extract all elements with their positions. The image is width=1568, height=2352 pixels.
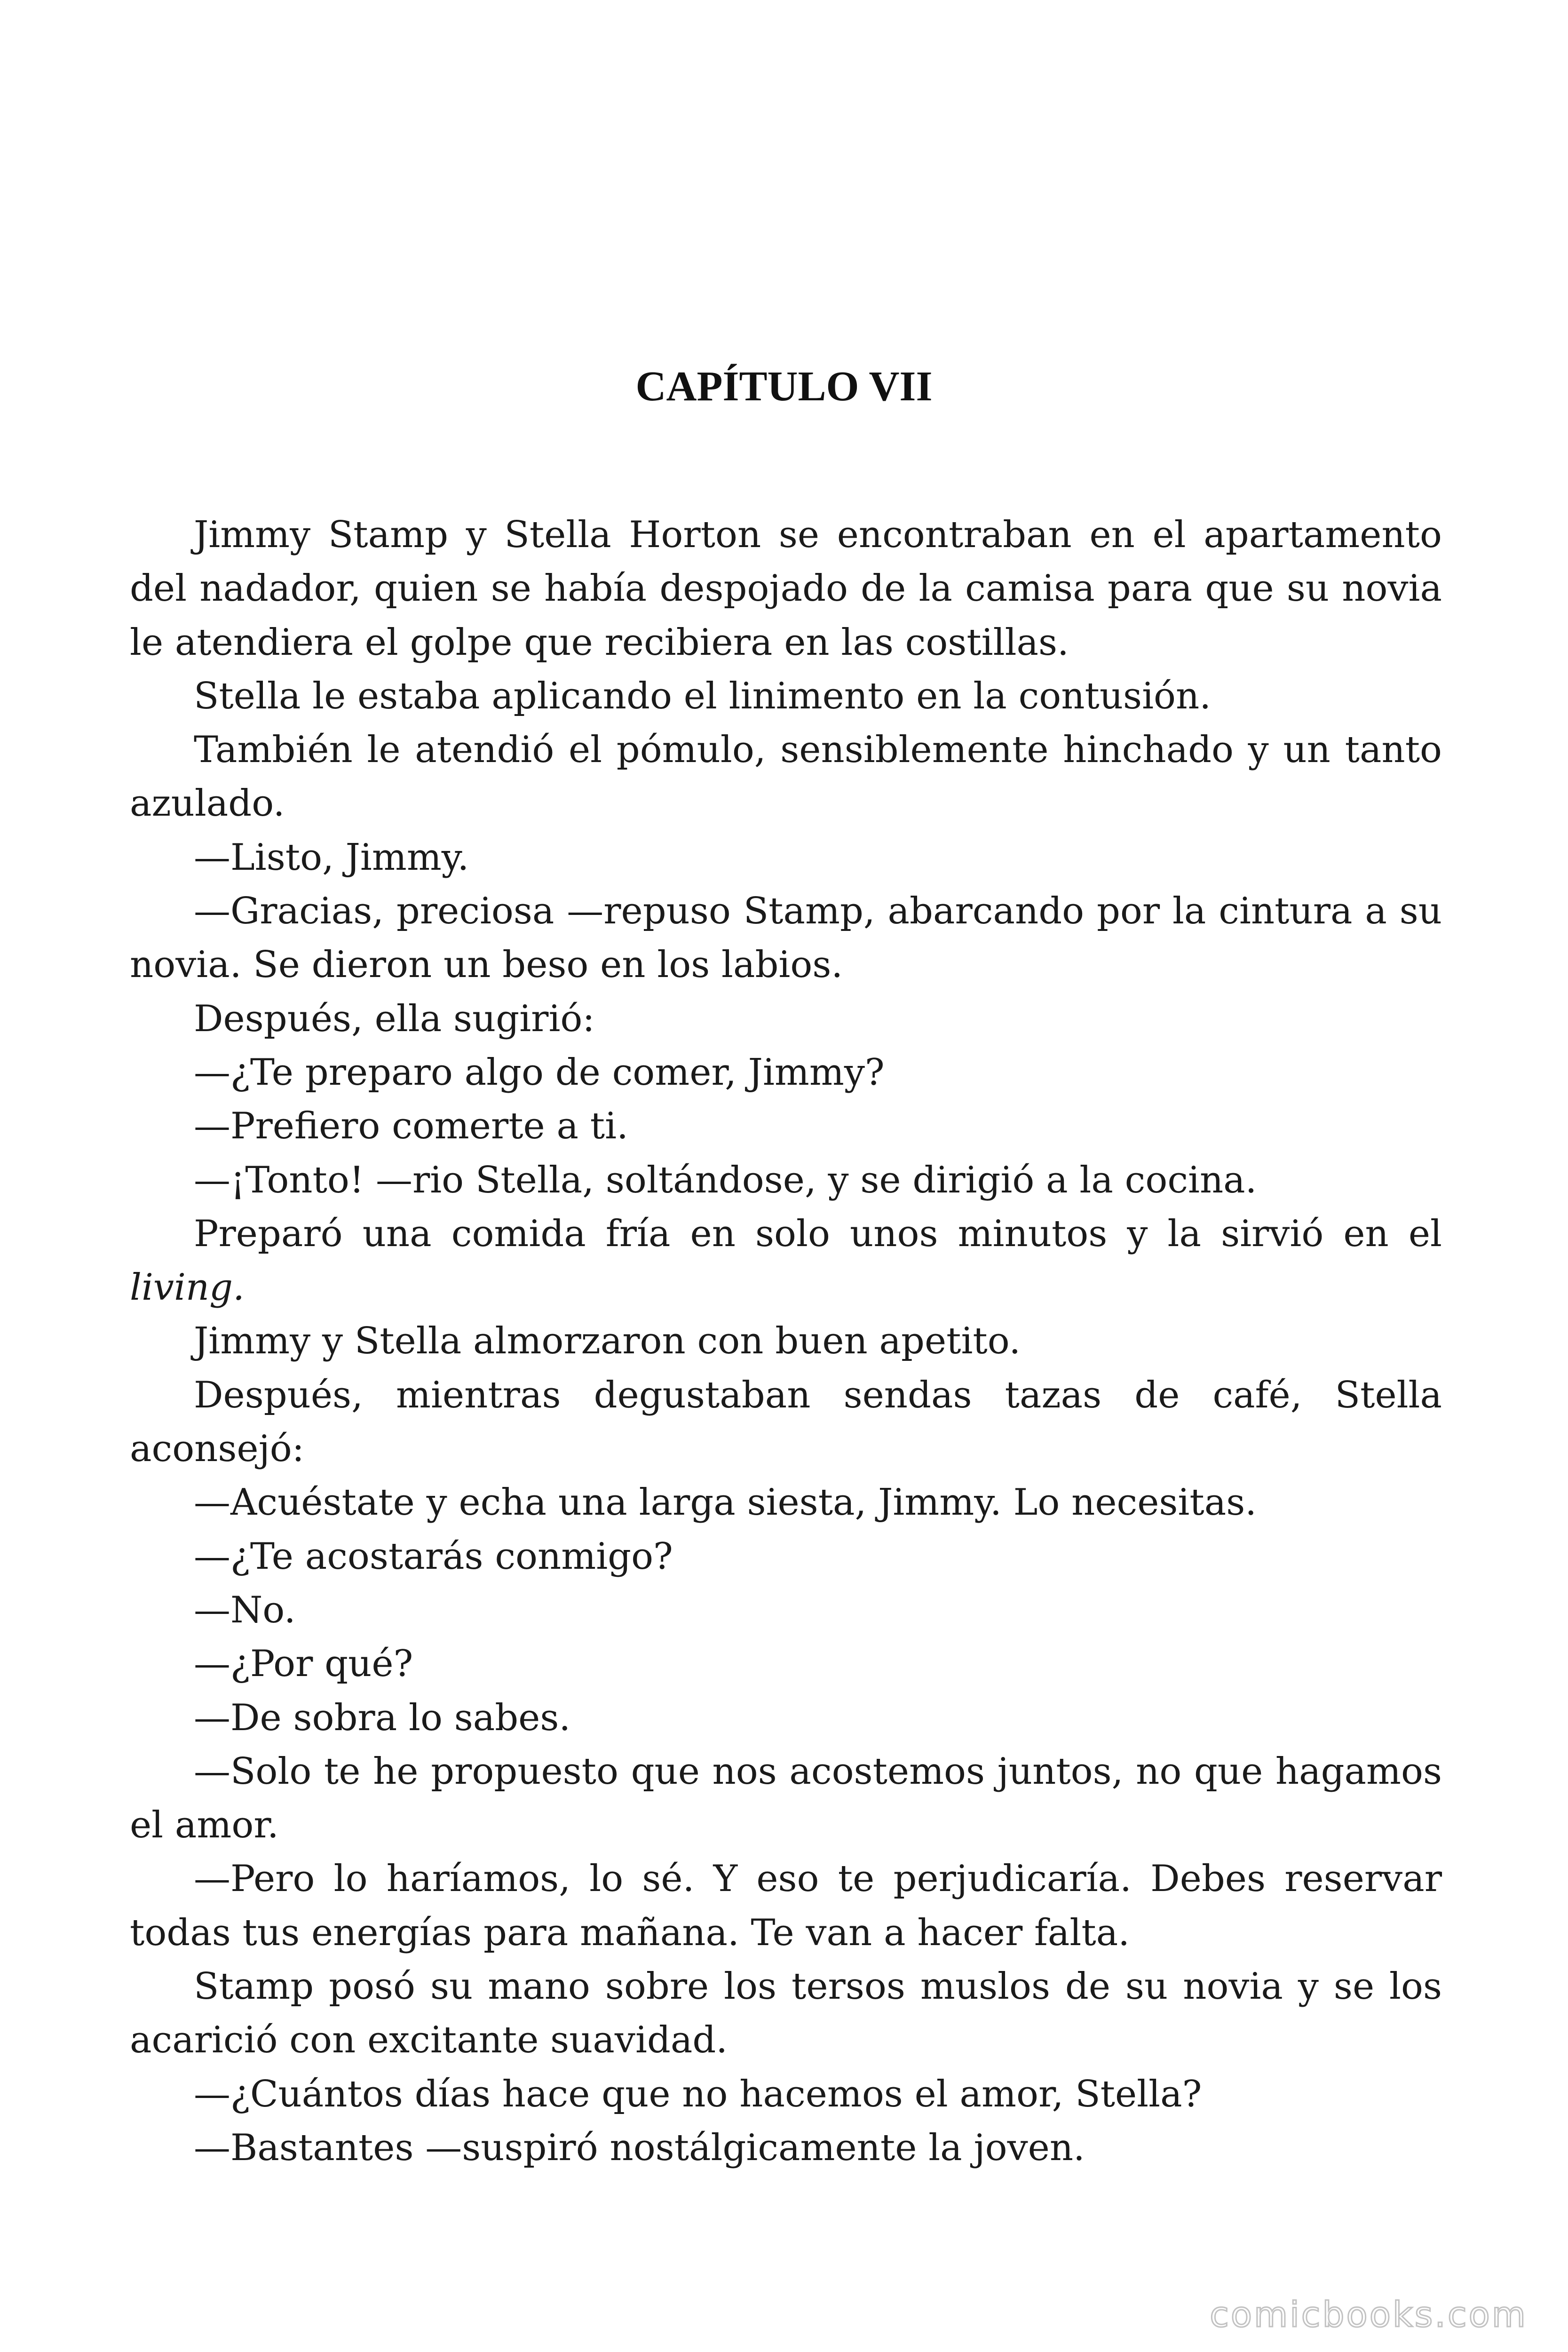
paragraph: —¿Cuántos días hace que no hacemos el amor, Stella? (194, 2073, 1202, 2115)
paragraph: —¿Por qué? (194, 1643, 413, 1685)
paragraph: —Bastantes —suspiró nostálgicamente la joven. (194, 2126, 1085, 2169)
paragraph-with-italic (130, 1207, 1442, 1315)
paragraph: —¡Tonto! —rio Stella, soltándose, y se dirigió a la cocina. (194, 1159, 1257, 1201)
paragraph: —Acuéstate y echa una larga siesta, Jimmy. Lo necesitas. (194, 1481, 1257, 1524)
paragraph: Después, mientras degustaban sendas tazas de café, Stella aconsejó: (130, 1374, 1442, 1470)
paragraph: —¿Te acostarás conmigo? (194, 1535, 673, 1578)
paragraph: También le atendió el pómulo, sensiblemente hinchado y un tanto azulado. (130, 729, 1442, 825)
paragraph: —Pero lo haríamos, lo sé. Y eso te perjudicaría. Debes reservar todas tus energías para mañana. Te van a hacer falta. (130, 1858, 1442, 1954)
paragraph: —Prefiero comerte a ti. (194, 1105, 628, 1148)
paragraph: —De sobra lo sabes. (194, 1696, 571, 1739)
paragraph: —No. (194, 1589, 296, 1631)
paragraph: Jimmy Stamp y Stella Horton se encontraban en el apartamento del nadador, quien se había despojado de la camisa para que su novia le atendiera el golpe que recibiera en las costillas. (130, 514, 1442, 664)
paragraph: —Gracias, preciosa —repuso Stamp, abarcando por la cintura a su novia. Se dieron un beso en los labios. (130, 890, 1442, 986)
paragraph: Stella le estaba aplicando el linimento en la contusión. (194, 675, 1212, 717)
watermark: comicbooks.com (1210, 2295, 1528, 2335)
chapter-title: CAPÍTULO VII (635, 363, 933, 410)
paragraph: Jimmy y Stella almorzaron con buen apetito. (194, 1320, 1021, 1363)
paragraph: Stamp posó su mano sobre los tersos muslos de su novia y se los acarició con excitante suavidad. (130, 1965, 1442, 2062)
paragraph: —Solo te he propuesto que nos acostemos juntos, no que hagamos el amor. (130, 1750, 1442, 1847)
paragraph: Después, ella sugirió: (194, 997, 595, 1040)
chapter-body (130, 508, 1442, 2175)
italic-word: living. (130, 1266, 245, 1309)
paragraph-text: Preparó una comida fría en solo unos minutos y la sirvió en el (194, 1212, 1442, 1255)
paragraph: —¿Te preparo algo de comer, Jimmy? (194, 1051, 885, 1094)
paragraph: —Listo, Jimmy. (194, 836, 469, 879)
